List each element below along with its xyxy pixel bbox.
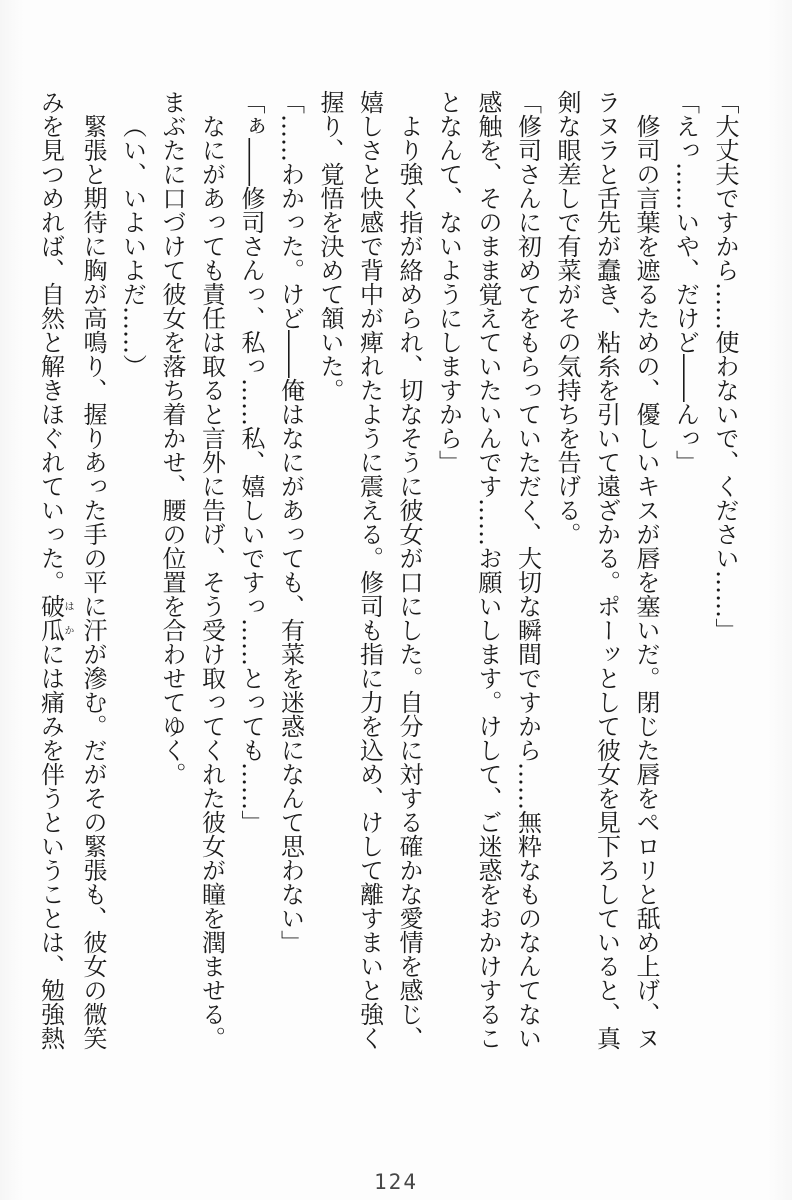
page-number: 124 [374,1170,418,1194]
text-line: まぶたに口づけて彼女を落ち着かせ、腰の位置を合わせてゆく。 [158,90,186,786]
text-line: 「修司さんに初めてをもらっていただく、大切な瞬間ですから……無粋なものなんてない [513,90,542,1050]
text-line: 「……わかった。けど――俺はなにがあっても、有菜を迷惑になんて思わない」 [276,90,305,954]
text-line: 緊張と期待に胸が高鳴り、握りあった手の平に汗が滲む。だがその緊張も、彼女の微笑 [79,114,107,1050]
text-line: 剣な眼差しで有菜がその気持ちを告げる。 [553,90,581,546]
text-line: 「ぁ――修司さんっ、私っ……私、嬉しいですっ……とっても……」 [237,90,265,834]
text-line: なにがあっても責任は取ると言外に告げ、そう受け取ってくれた彼女が瞳を潤ませる。 [197,114,226,1050]
furigana-ruby: 破瓜はか [36,594,73,642]
text-line: より強く指が絡められ、切なそうに彼女が口にした。自分に対する確かな愛情を感じ、 [395,114,423,1050]
text-line: 「大丈夫ですから……使わないで、ください……」 [711,90,739,642]
text-line: 握り、覚悟を決めて頷いた。 [316,90,344,402]
vertical-text-block [32,90,744,1100]
text-line: 「えっ……いや、だけど――んっ」 [671,90,700,474]
text-line: 嬉しさと快感で背中が痺れたように震える。修司も指に力を込め、けして離すまいと強く [355,90,384,1050]
text-line: 感触を、そのまま覚えていたいんです……お願いします。けして、ご迷惑をおかけするこ [474,90,502,1050]
text-line: みを見つめれば、自然と解きほぐれていった。破瓜はかには痛みを伴うということは、勉強熱 [36,90,73,1050]
text-line: （い、いよいよだ……） [118,114,147,378]
text-line: ラヌラと舌先が蠢き、粘糸を引いて遠ざかる。ポーッとして彼女を見下ろしていると、真 [592,90,621,1050]
text-line: となんて、ないようにしますから」 [434,90,463,474]
text-line: 修司の言葉を遮るための、優しいキスが唇を塞いだ。閉じた唇をペロリと舐め上げ、ヌ [632,114,660,1050]
